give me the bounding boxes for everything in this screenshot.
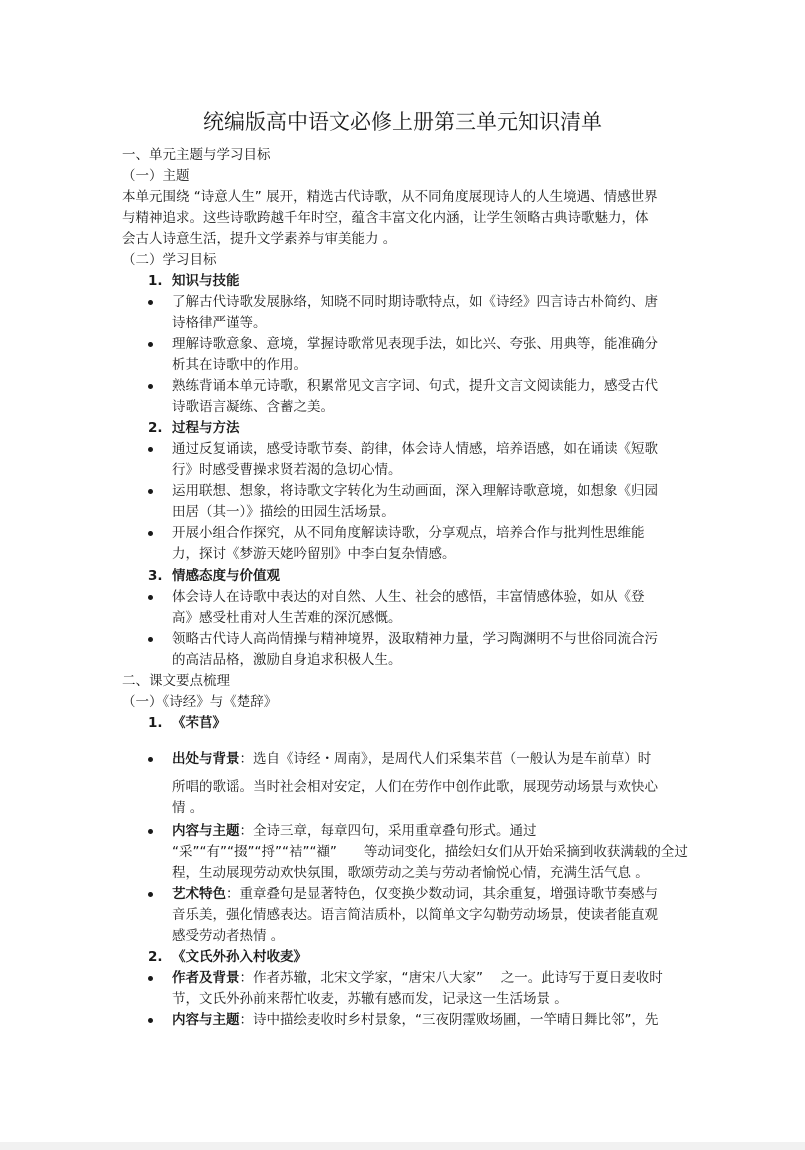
bullet-icon xyxy=(148,829,153,834)
list-item-line: 音乐美，强化情感表达。语言简洁质朴，以简单文字勾勒劳动场景，使读者能直观 xyxy=(172,907,658,923)
bullet-icon xyxy=(148,1018,153,1023)
list-item-line xyxy=(172,884,658,905)
list-item-line: 的高洁品格，激励自身追求积极人生。 xyxy=(172,652,402,668)
list-item-line: 了解古代诗歌发展脉络，知晓不同时期诗歌特点，如《诗经》四言诗古朴简约、唐 xyxy=(172,294,658,310)
list-item-line xyxy=(172,821,537,842)
item-text: ：重章叠句是显著特色，仅变换少数动词，其余重复，增强诗歌节奏感与 xyxy=(226,886,658,902)
list-item-line: 节，文氏外孙前来帮忙收麦，苏辙有感而发，记录这一生活场景 。 xyxy=(172,991,568,1007)
item-label: 作者及背景 xyxy=(172,970,240,986)
list-item-line: 通过反复诵读，感受诗歌节奏、韵律，体会诗人情感，培养语感，如在诵读《短歌 xyxy=(172,441,658,457)
goal-2-number: 2. xyxy=(148,420,163,436)
poem-1-number: 1. xyxy=(148,715,163,731)
document-title: 统编版高中语文必修上册第三单元知识清单 xyxy=(203,110,602,134)
list-item-line: “采”“有”“掇”“捋”“袺”“襭” 等动词变化，描绘妇女们从开始采摘到收获满载的全过 xyxy=(172,844,688,860)
goal-3-number: 3. xyxy=(148,568,163,584)
list-item-line: 诗格律严谨等。 xyxy=(172,315,267,331)
list-item-line xyxy=(172,968,663,989)
list-item-line: 田居（其一）》描绘的田园生活场景。 xyxy=(172,504,395,520)
intro-line: 与精神追求。这些诗歌跨越千年时空，蕴含丰富文化内涵，让学生领略古典诗歌魅力，体 xyxy=(122,210,649,226)
section-2-sub-1: （一）《诗经》与《楚辞》 xyxy=(122,694,278,710)
bullet-icon xyxy=(148,757,153,762)
list-item-line: 程，生动展现劳动欢快氛围，歌颂劳动之美与劳动者愉悦心情，充满生活气息 。 xyxy=(172,865,649,881)
item-text: ：全诗三章，每章四句，采用重章叠句形式。通过 xyxy=(239,823,537,839)
poem-2-title: 《文氏外孙入村收麦》 xyxy=(172,949,307,965)
section-1-heading: 一、单元主题与学习目标 xyxy=(122,147,271,163)
list-item-line xyxy=(172,749,651,770)
bullet-icon xyxy=(148,489,153,494)
list-item-line: 行》时感受曹操求贤若渴的急切心情。 xyxy=(172,462,402,478)
item-label: 内容与主题 xyxy=(172,823,240,839)
bullet-icon xyxy=(148,976,153,981)
bullet-icon xyxy=(148,447,153,452)
list-item-line: 析其在诗歌中的作用。 xyxy=(172,357,307,373)
item-text: ：作者苏辙，北宋文学家，“唐宋八大家” 之一。此诗写于夏日麦收时 xyxy=(239,970,663,986)
list-item-line: 运用联想、想象，将诗歌文字转化为生动画面，深入理解诗歌意境，如想象《归园 xyxy=(172,483,658,499)
list-item-line: 体会诗人在诗歌中表达的对自然、人生、社会的感悟，丰富情感体验，如从《登 xyxy=(172,589,645,605)
section-2-heading: 二、课文要点梳理 xyxy=(122,673,230,689)
goal-2-label: 过程与方法 xyxy=(172,420,240,436)
intro-line: 会古人诗意生活，提升文学素养与审美能力 。 xyxy=(122,231,397,247)
list-item-line: 感受劳动者热情 。 xyxy=(172,928,285,944)
section-1-sub-goals: （二）学习目标 xyxy=(122,252,217,268)
intro-line: 本单元围绕 “诗意人生” 展开，精选古代诗歌，从不同角度展现诗人的人生境遇、情感世界 xyxy=(122,189,658,205)
goal-3-label: 情感态度与价值观 xyxy=(172,568,280,584)
goal-1-number: 1. xyxy=(148,273,163,289)
poem-2-number: 2. xyxy=(148,949,163,965)
list-item-line: 领略古代诗人高尚情操与精神境界，汲取精神力量，学习陶渊明不与世俗同流合污 xyxy=(172,631,658,647)
list-item-line: 力，探讨《梦游天姥吟留别》中李白复杂情感。 xyxy=(172,546,456,562)
goal-1-label: 知识与技能 xyxy=(172,273,240,289)
list-item-line xyxy=(172,1010,659,1031)
item-label: 艺术特色 xyxy=(172,886,226,902)
bullet-icon xyxy=(148,384,153,389)
list-item-line: 理解诗歌意象、意境，掌握诗歌常见表现手法，如比兴、夸张、用典等，能准确分 xyxy=(172,336,658,352)
bullet-icon xyxy=(148,892,153,897)
list-item-line: 开展小组合作探究，从不同角度解读诗歌，分享观点，培养合作与批判性思维能 xyxy=(172,525,645,541)
bullet-icon xyxy=(148,300,153,305)
list-item-line: 熟练背诵本单元诗歌，积累常见文言字词、句式，提升文言文阅读能力，感受古代 xyxy=(172,378,658,394)
section-1-sub-theme: （一）主题 xyxy=(122,168,190,184)
list-item-line: 诗歌语言凝练、含蓄之美。 xyxy=(172,399,334,415)
item-text: ：选自《诗经・周南》，是周代人们采集芣苢（一般认为是车前草）时 xyxy=(239,751,652,767)
list-item-line: 高》感受杜甫对人生苦难的深沉感慨。 xyxy=(172,610,402,626)
bullet-icon xyxy=(148,342,153,347)
page-bottom-edge xyxy=(0,1142,805,1150)
bullet-icon xyxy=(148,595,153,600)
item-text: ：诗中描绘麦收时乡村景象，“三夜阴霪败场圃，一竿晴日舞比邻”，先 xyxy=(239,1012,659,1028)
poem-1-title: 《芣苢》 xyxy=(172,715,226,731)
item-label: 出处与背景 xyxy=(172,751,240,767)
bullet-icon xyxy=(148,637,153,642)
bullet-icon xyxy=(148,531,153,536)
list-item-line: 所唱的歌谣。当时社会相对安定，人们在劳作中创作此歌，展现劳动场景与欢快心 xyxy=(172,779,658,795)
list-item-line: 情 。 xyxy=(172,800,204,816)
item-label: 内容与主题 xyxy=(172,1012,240,1028)
